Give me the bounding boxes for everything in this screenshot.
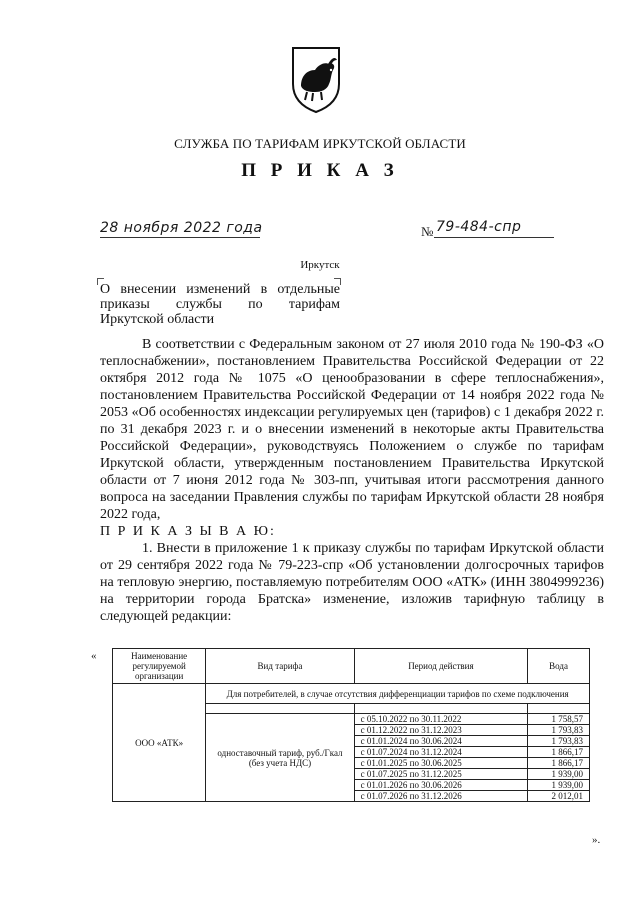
- period-cell: с 01.07.2025 по 31.12.2025: [354, 769, 527, 780]
- header-tariff-type: Вид тарифа: [206, 649, 354, 684]
- header-organization: Наименование регулируемой организации: [113, 649, 206, 684]
- agency-name: СЛУЖБА ПО ТАРИФАМ ИРКУТСКОЙ ОБЛАСТИ: [174, 136, 466, 151]
- period-cell: с 01.07.2026 по 31.12.2026: [354, 791, 527, 802]
- value-cell: 1 758,57: [528, 714, 590, 725]
- item-1-paragraph: 1. Внести в приложение 1 к приказу службы по тарифам Иркутской области от 29 сентября 2022 года № 79-223-спр «Об установлении долгосрочных тарифов на тепловую энергию, поставляемую потребителям ООО «АТК» (ИНН 3804999236) на территории города Братска» изменение, изложив тарифную таблицу в следующей редакции:: [100, 541, 604, 624]
- period-cell: с 01.12.2022 по 31.12.2023: [354, 725, 527, 736]
- value-cell: 1 939,00: [528, 769, 590, 780]
- subject-line: О внесении изменений в отдельные: [100, 282, 340, 297]
- value-cell: 1 793,83: [528, 736, 590, 747]
- value-cell: 1 939,00: [528, 780, 590, 791]
- table-close-quote: ».: [592, 834, 601, 846]
- document-title: П Р И К А З: [241, 160, 399, 181]
- blank-cell: [354, 704, 527, 714]
- subject-line: Иркутской области: [100, 312, 215, 327]
- table-open-quote: «: [91, 650, 97, 662]
- irkutsk-coat-of-arms-icon: [287, 44, 345, 114]
- table-header-row: [113, 649, 590, 684]
- preamble-paragraph: В соответствии с Федеральным законом от 27 июля 2010 года № 190-ФЗ «О теплоснабжении», постановлением Правительства Российской Федерации от 22 октября 2012 года № 1075 «О ценообразовании в сфере теплоснабжения», постановлением Правительства Российской Федерации от 14 ноября 2022 года № 2053 «Об особенностях индексации регулируемых цен (тарифов) с 1 декабря 2022 г. по 31 декабря 2023 г. и о внесении изменений в некоторые акты Правительства Российской Федерации», руководствуясь Положением о службе по тарифам Иркутской области, утвержденным постановлением Правительства Иркутской области от 7 июня 2012 года № 303-пп, учитывая итоги рассмотрения данного вопроса на заседании Правления службы по тарифам Иркутской области 28 ноября 2022 года,: [100, 337, 604, 522]
- period-cell: с 05.10.2022 по 30.11.2022: [354, 714, 527, 725]
- blank-cell: [206, 704, 354, 714]
- value-cell: 2 012,01: [528, 791, 590, 802]
- table-row: [113, 684, 590, 704]
- number-sign: №: [421, 224, 434, 239]
- handwritten-order-number: 79-484-спр: [436, 219, 522, 235]
- header-period: Период действия: [354, 649, 527, 684]
- organization-cell: ООО «АТК»: [113, 684, 206, 802]
- tariff-table: [112, 648, 590, 802]
- period-cell: с 01.01.2024 по 30.06.2024: [354, 736, 527, 747]
- period-cell: с 01.01.2025 по 30.06.2025: [354, 758, 527, 769]
- date-underline: [100, 237, 260, 238]
- value-cell: 1 866,17: [528, 758, 590, 769]
- period-cell: с 01.01.2026 по 30.06.2026: [354, 780, 527, 791]
- order-body: [100, 336, 604, 625]
- number-underline: [434, 237, 554, 238]
- tariff-type-cell: одноставочный тариф, руб./Гкал (без учета НДС): [206, 714, 354, 802]
- subject-line: приказы службы по тарифам: [100, 297, 340, 312]
- consumer-note: Для потребителей, в случае отсутствия дифференциации тарифов по схеме подключения: [206, 684, 590, 704]
- header-water: Вода: [528, 649, 590, 684]
- order-subject: [100, 282, 340, 327]
- period-cell: с 01.07.2024 по 31.12.2024: [354, 747, 527, 758]
- value-cell: 1 793,83: [528, 725, 590, 736]
- order-word: П Р И К А З Ы В А Ю:: [100, 524, 276, 539]
- blank-cell: [528, 704, 590, 714]
- value-cell: 1 866,17: [528, 747, 590, 758]
- handwritten-date: 28 ноября 2022 года: [100, 220, 263, 236]
- city-name: Иркутск: [300, 259, 340, 271]
